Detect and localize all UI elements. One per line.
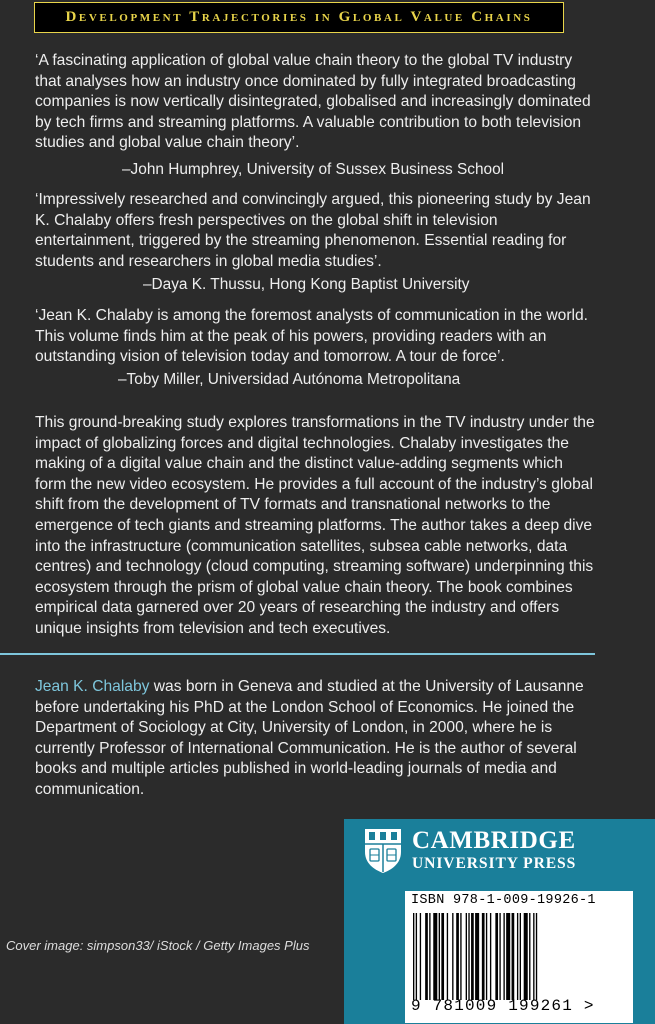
endorsement-quote: ‘Jean K. Chalaby is among the foremost analysts of communication in the world. This volume finds him at the peak of his powers, providing readers with an outstanding vision of television today and tomorrow. A tour de force’. (35, 307, 588, 366)
endorsement-attribution: –John Humphrey, University of Sussex Business School (122, 161, 505, 178)
endorsement-attribution: –Toby Miller, Universidad Autónoma Metropolitana (118, 371, 461, 388)
endorsement-2 (35, 190, 595, 272)
publisher-panel (344, 819, 655, 1024)
cover-image-credit: Cover image: simpson33/ iStock / Getty Images Plus (6, 938, 310, 953)
barcode-box (405, 891, 633, 1023)
cambridge-crest-icon (364, 828, 402, 874)
barcode-number: 9 781009 199261 > (411, 997, 595, 1015)
author-bio (35, 677, 595, 801)
publisher-name-line2: UNIVERSITY PRESS (412, 855, 577, 872)
publisher-name-line1: CAMBRIDGE (412, 827, 576, 854)
barcode-icon (411, 913, 627, 1000)
endorsement-3 (35, 306, 595, 368)
publisher-logo (364, 828, 576, 874)
endorsement-quote: ‘A fascinating application of global value chain theory to the global TV industry that analyses how an industry once dominated by fully integrated broadcasting companies is now vertically disintegrated, globalised and increasingly dominated by tech firms and streaming platforms. A valuable contribution to both television studies and global value chain theory’. (35, 52, 591, 152)
endorsement-quote: ‘Impressively researched and convincingly argued, this pioneering study by Jean K. Chalaby offers fresh perspectives on the global shift in television entertainment, triggered by the streaming phenomenon. Essential reading for students and researchers in global media studies’. (35, 191, 591, 270)
isbn-label: ISBN 978-1-009-19926-1 (411, 893, 596, 908)
book-description: This ground-breaking study explores transformations in the TV industry under the impact of globalizing forces and digital technologies. Chalaby investigates the making of a digital value chain and the distinct value-adding segments which form the new video ecosystem. He provides a full account of the industry’s global shift from the development of TV formats and transnational networks to the emergence of tech giants and streaming platforms. The author takes a deep dive into the infrastructure (communication satellites, subsea cable networks, data centres) and technology (cloud computing, streaming software) underpinning this ecosystem through the prism of global value chain theory. The book combines empirical data garnered over 20 years of researching the industry and offers unique insights from television and tech executives. (35, 414, 595, 637)
divider-rule (0, 653, 595, 655)
author-name: Jean K. Chalaby (35, 678, 150, 695)
author-bio-text: was born in Geneva and studied at the University of Lausanne before undertaking his PhD at the London School of Economics. He joined the Department of Sociology at City, University of London, in 2000, where he is currently Professor of International Communication. He is the author of several books and multiple articles published in world-leading journals of media and communication. (35, 678, 584, 798)
series-title-bar: Development Trajectories in Global Value Chains (34, 2, 564, 33)
endorsement-1 (35, 51, 595, 154)
endorsement-attribution: –Daya K. Thussu, Hong Kong Baptist University (143, 276, 470, 293)
